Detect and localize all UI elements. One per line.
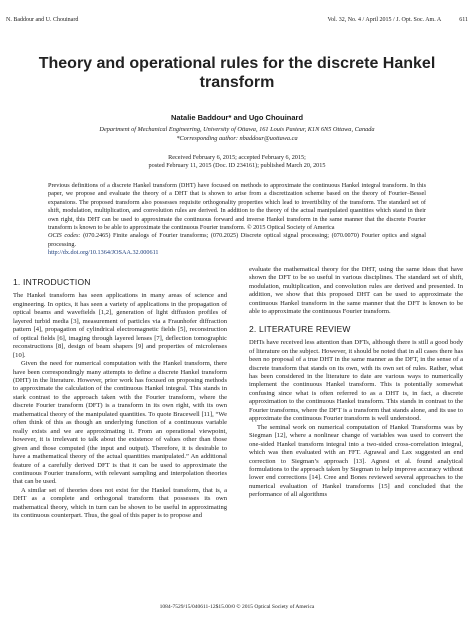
- paragraph: Given the need for numerical computation with the Hankel transform, there have been correspondingly many attempts to define a discrete Hankel transform (DHT) in the literature. However, prior work has focused on proposing methods to approximate the calculation of the continuous Hankel integral. This stands in stark contrast to the approach taken with the Fourier transform, where the discrete Fourier transform (DFT) is a transform in its own right, with its own mathematical theory of the manipulated quantities. To quote Bracewell [11], “We often think of this as though an underlying function of a continuous variable really exists and we are approximating it. From an operational viewpoint, however, it is irrelevant to talk about the existence of values other than those given and those computed (the input and output). Therefore, it is desirable to have a mathematical theory of the actual quantities manipulated.” An additional feature of a carefully derived DFT is that it can be used to approximate the continuous Fourier transform, with relevant sampling and interpolation theories that can be used.: [13, 360, 227, 486]
- left-column: [13, 266, 227, 521]
- running-head-journal: [327, 17, 468, 23]
- paragraph: DHTs have received less attention than DFTs, although there is still a good body of literature on the subject. However, it should be noted that in all cases there has been no proposal of a true DHT in the same manner as the DFT, in the sense of a discrete transform that stands on its own, with its own set of rules. Rather, what has been considered in the literature to date are various ways to numerically implement the continuous Hankel transform. This is potentially somewhat confusing since what is often referred to as a DHT is, in fact, a discrete approximation to the continuous Hankel transform. This stands in contrast to the Fourier transforms, where the DFT is a transform that stands alone, and its use to approximate the continuous Fourier transform is well understood.: [249, 339, 463, 423]
- ocis-codes: [48, 232, 426, 249]
- affiliation-block: [30, 126, 444, 143]
- ocis-text: (070.2465) Finite analogs of Fourier transforms; (070.2025) Discrete optical signal processing; (070.0070) Fourier optics and signal processing.: [48, 232, 426, 248]
- page-number: 611: [459, 17, 468, 23]
- paragraph: evaluate the mathematical theory for the DHT, using the same ideas that have shown the DFT to be so useful in various disciplines. The standard set of shift, modulation, multiplication, and convolution rules are derived and presented. In addition, we show that this proposed DHT can be used to approximate the continuous Hankel transform in the same manner that the DFT is known to be able to approximate the continuous Fourier transform.: [249, 266, 463, 316]
- running-head: [6, 17, 468, 27]
- publication-dates: [30, 154, 444, 171]
- page-footer: 1084-7529/15/040611-12$15.00/0 © 2015 Optical Society of America: [159, 604, 315, 610]
- paragraph: The seminal work on numerical computation of Hankel Transforms was by Siegman [12], where a nonlinear change of variables was used to convert the one-sided Hankel transform integral into a two-sided cross-correlation integral, which was then evaluated with an FFT. Agrawal and Lax suggested an end correction to Siegman’s approach [13]. Agnesi et al. found analytical formulations to the approach taken by Siegman to help improve accuracy without lower end corrections [14]. Cree and Bones reviewed several approaches to the numerical evaluation of Hankel transforms [15] and concluded that the performance of all algorithms: [249, 423, 463, 499]
- paper-title: Theory and operational rules for the discrete Hankel transform: [38, 55, 436, 91]
- abstract-text: Previous definitions of a discrete Hankel transform (DHT) have focused on methods to approximate the continuous Hankel integral transform. In this paper, we propose and evaluate the theory of a DHT that is shown to arise from a discretization scheme based on the theory of Fourier–Bessel expansions. The proposed transform also possesses requisite orthogonality properties which lead to invertibility of the transform. The standard set of shift, modulation, multiplication, and convolution rules are derived. In addition to the theory of the actual manipulated quantities which stand in their own right, this DHT can be used to approximate the continuous forward and inverse Hankel transform in the same manner that the discrete Fourier transform is known to be able to approximate the continuous Fourier transform. © 2015 Optical Society of America: [48, 182, 426, 232]
- section-heading-introduction: 1. INTRODUCTION: [13, 277, 91, 287]
- corresponding-author: *Corresponding author: nbaddour@uottawa.ca: [176, 134, 298, 142]
- right-column: [249, 266, 463, 500]
- paragraph: The Hankel transform has seen applications in many areas of science and engineering. In optics, it has seen a variety of applications in the propagation of optical beams and wavefields [1,2], generation of light diffusion profiles of layered turbid media [3], measurement of particles via a Fraunhofer diffraction pattern [4], propagation of cylindrical electromagnetic fields [5], reconstruction of optical fields [6], imaging through layered lenses [7], deflection tomographic reconstructions [8], design of beam shapers [9] and properties of microlenses [10].: [13, 292, 227, 359]
- dates-received: Received February 6, 2015; accepted February 6, 2015;: [168, 154, 306, 161]
- doi-link[interactable]: http://dx.doi.org/10.1364/JOSAA.32.000611: [48, 249, 159, 257]
- section-heading-literature-review: 2. LITERATURE REVIEW: [249, 323, 351, 334]
- dates-posted: posted February 11, 2015 (Doc. ID 234161); published March 20, 2015: [148, 162, 326, 170]
- running-head-authors: N. Baddour and U. Chouinard: [6, 17, 79, 23]
- paragraph: A similar set of theories does not exist for the Hankel transform, that is, a DHT as a complete and orthogonal transform that possesses its own mathematical theory, which in turn can be shown to be useful in approximating its continuous counterpart. Thus, the goal of this paper is to propose and: [13, 486, 227, 520]
- abstract: [48, 182, 426, 258]
- ocis-label: OCIS codes:: [48, 232, 81, 240]
- affiliation: Department of Mechanical Engineering, University of Ottawa, 161 Louis Pasteur, K1N 6N5 Ottawa, Canada: [99, 126, 375, 133]
- author-list: Natalie Baddour* and Ugo Chouinard: [170, 113, 304, 122]
- running-head-journal-text: Vol. 32, No. 4 / April 2015 / J. Opt. Soc. Am. A: [327, 17, 442, 23]
